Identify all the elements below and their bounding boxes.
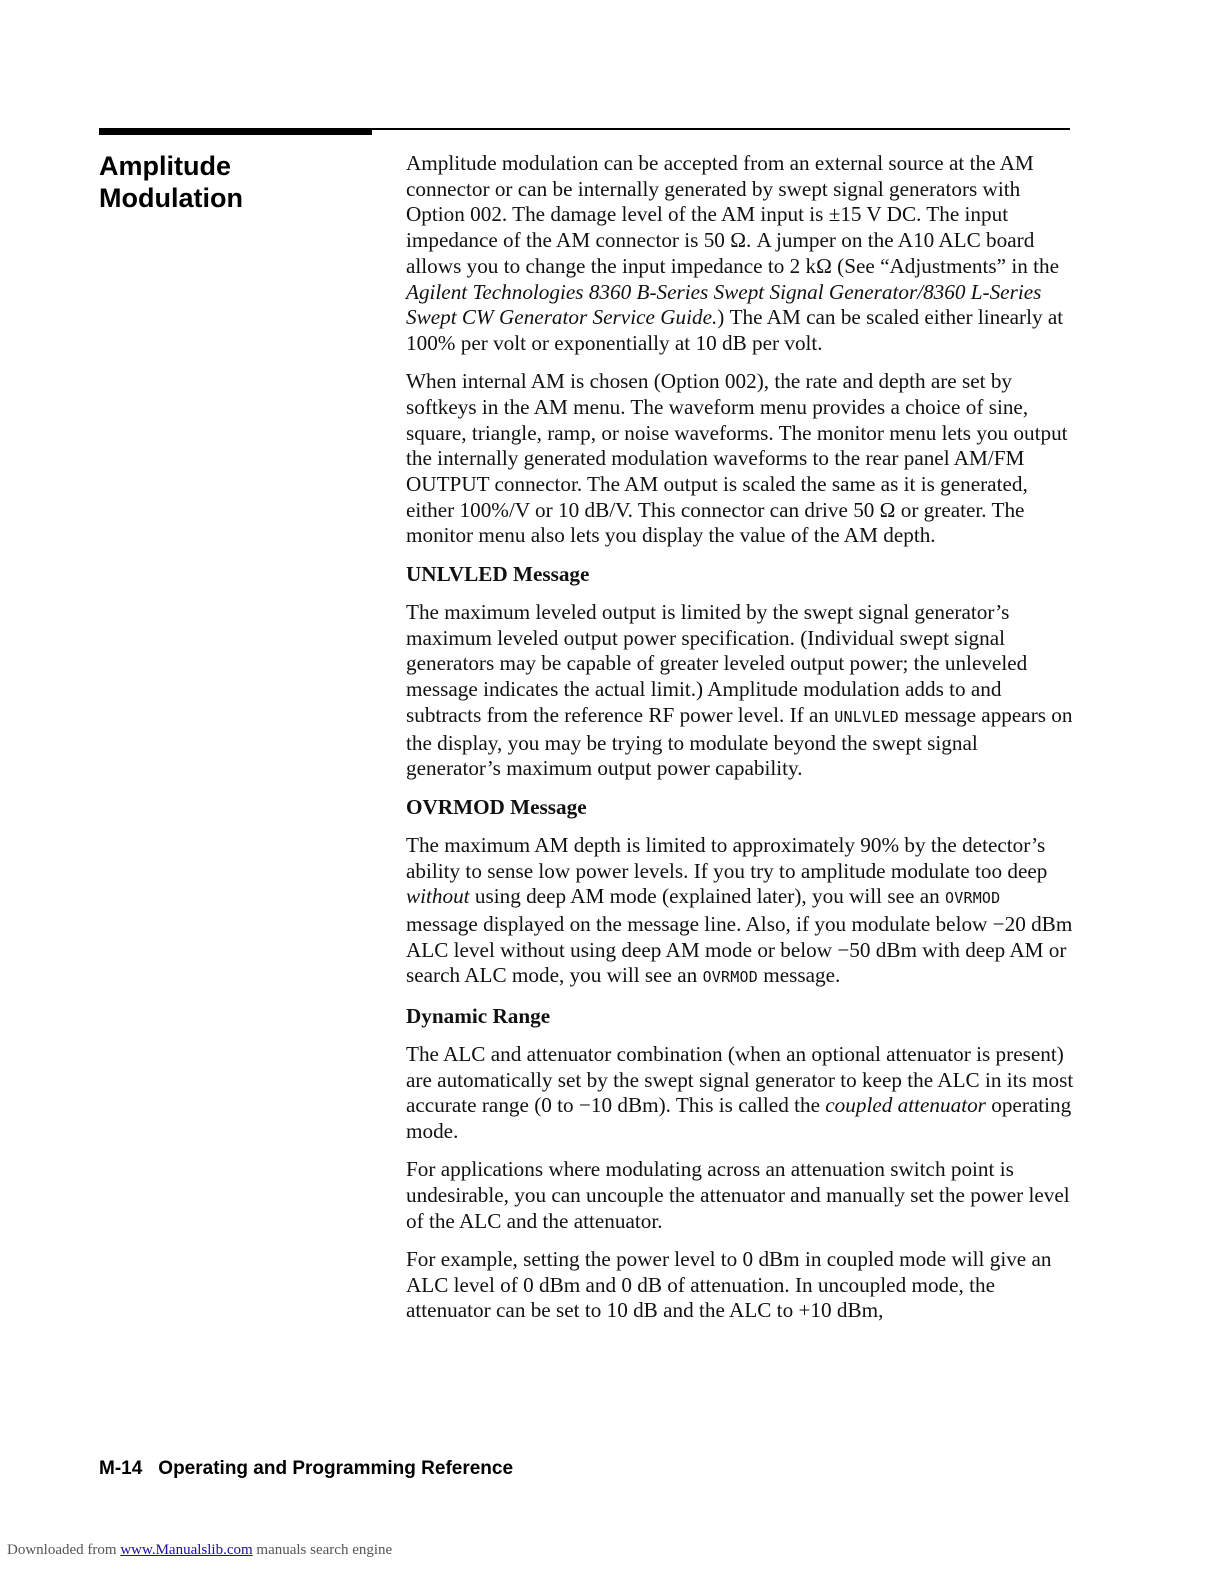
- page-number: M-14: [99, 1458, 143, 1479]
- section-title: [99, 150, 359, 214]
- paragraph-coupled-attenuator: The ALC and attenuator combination (when an optional attenuator is present) are automatically set by the swept signal generator to keep the ALC in its most accurate range (0 to −10 dBm). This is called the coupled attenuator operating mode.: [406, 1041, 1074, 1144]
- heading-unlvled: UNLVLED Message: [406, 561, 590, 586]
- paragraph-example: For example, setting the power level to 0 dBm in coupled mode will give an ALC level of 0 dBm and 0 dB of attenuation. In uncoupled mode, the attenuator can be set to 10 dB and the ALC to +10 dBm,: [406, 1247, 1052, 1323]
- manualslib-link[interactable]: www.Manualslib.com: [120, 1542, 253, 1558]
- ovrmod-display-text: OVRMOD: [945, 889, 1001, 908]
- service-guide-title: Agilent Technologies 8360 B-Series Swept Signal Generator/8360 L-Series Swept CW Generator Service Guide.: [406, 279, 1042, 330]
- unlvled-display-text: UNLVLED: [834, 707, 899, 726]
- section-title-line2: Modulation: [99, 183, 243, 213]
- paragraph-am-intro: Amplitude modulation can be accepted from an external source at the AM connector or can be internally generated by swept signal generators with Option 002. The damage level of the AM input is ±15 V DC. The input impedance of the AM connector is 50 Ω. A jumper on the A10 ALC board allows you to change the input impedance to 2 kΩ (See “Adjustments” in the Agilent Technologies 8360 B-Series Swept Signal Generator/8360 L-Series Swept CW Generator Service Guide.) The AM can be scaled either linearly at 100% per volt or exponentially at 10 dB per volt.: [406, 151, 1064, 355]
- page-footer: [99, 1458, 513, 1480]
- paragraph-unlvled: The maximum leveled output is limited by the swept signal generator’s maximum leveled output power specification. (Individual swept signal generators may be capable of greater leveled output power; the unleveled message indicates the actual limit.) Amplitude modulation adds to and subtracts from the reference RF power level. If an UNLVLED message appears on the display, you may be trying to modulate beyond the swept signal generator’s maximum output power capability.: [406, 600, 1073, 781]
- header-rule-thick: [99, 128, 372, 135]
- download-notice: Downloaded from www.Manualslib.com manuals search engine: [7, 1542, 393, 1558]
- body-content: [406, 151, 1074, 1337]
- heading-dynamic-range: Dynamic Range: [406, 1003, 551, 1028]
- heading-ovrmod: OVRMOD Message: [406, 794, 587, 819]
- header-rule-thin: [372, 128, 1070, 130]
- paragraph-internal-am: When internal AM is chosen (Option 002), the rate and depth are set by softkeys in the AM menu. The waveform menu provides a choice of sine, square, triangle, ramp, or noise waveforms. The monitor menu lets you output the internally generated modulation waveforms to the rear panel AM/FM OUTPUT connector. The AM output is scaled the same as it is generated, either 100%/V or 10 dB/V. This connector can drive 50 Ω or greater. The monitor menu also lets you display the value of the AM depth.: [406, 369, 1068, 548]
- section-title-line1: Amplitude: [99, 151, 231, 181]
- ovrmod-display-text: OVRMOD: [702, 968, 758, 987]
- footer-title: Operating and Programming Reference: [158, 1458, 514, 1479]
- paragraph-uncouple: For applications where modulating across an attenuation switch point is undesirable, you can uncouple the attenuator and manually set the power level of the ALC and the attenuator.: [406, 1157, 1070, 1233]
- paragraph-ovrmod: The maximum AM depth is limited to approximately 90% by the detector’s ability to sense low power levels. If you try to amplitude modulate too deep without using deep AM mode (explained later), you will see an OVRMOD message displayed on the message line. Also, if you modulate below −20 dBm ALC level without using deep AM mode or below −50 dBm with deep AM or search ALC mode, you will see an OVRMOD message.: [406, 832, 1073, 988]
